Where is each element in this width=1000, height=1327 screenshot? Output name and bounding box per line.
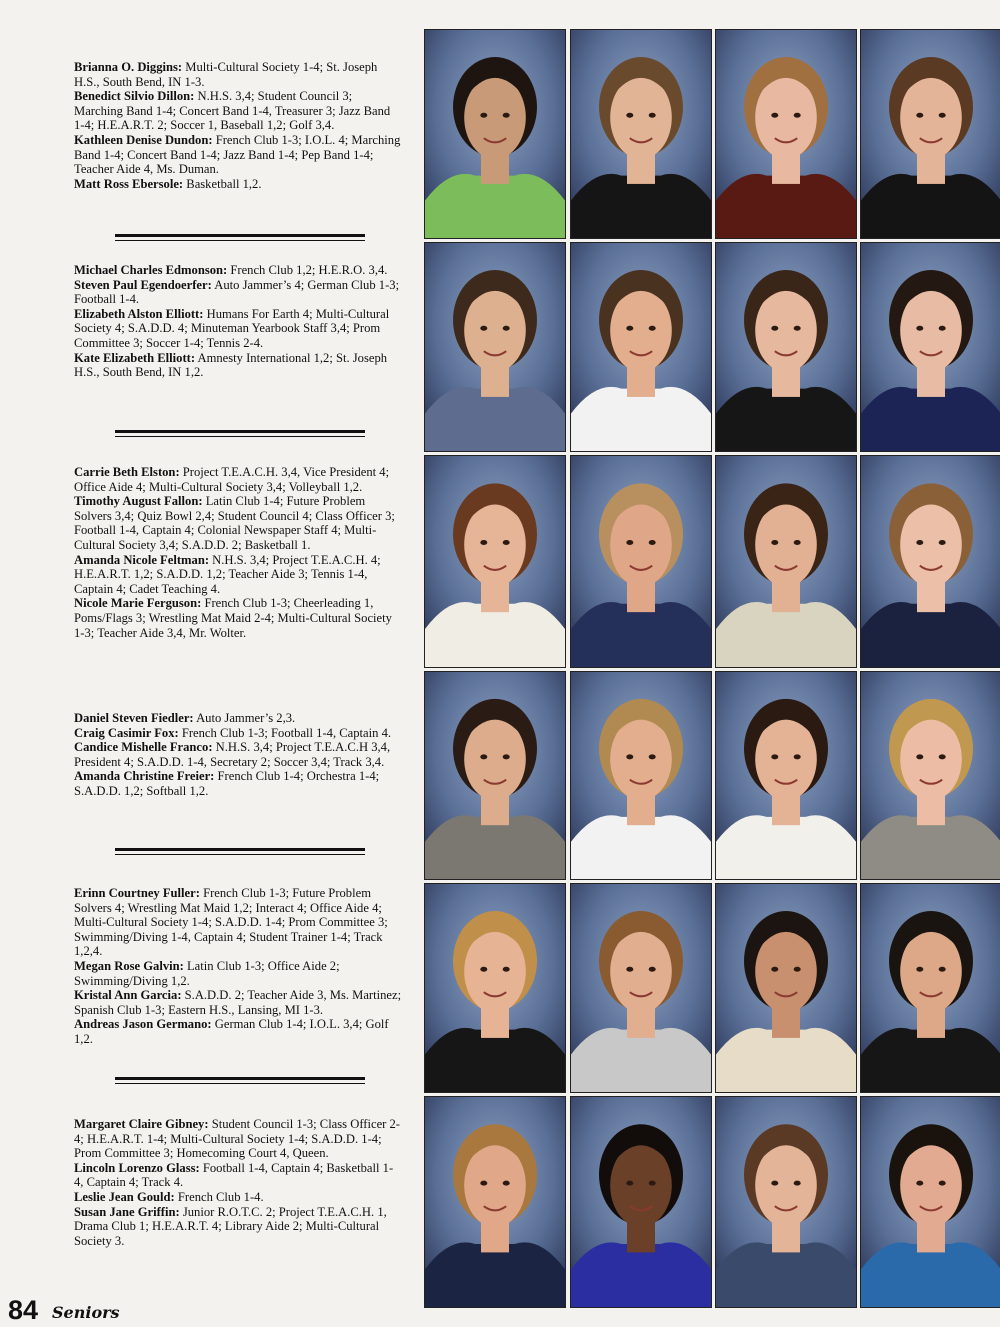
senior-activities: Basketball 1,2. [183,176,262,191]
senior-entry [74,988,402,1017]
senior-name: Lincoln Lorenzo Glass: [74,1160,200,1175]
section-divider [115,1077,365,1080]
senior-name: Susan Jane Griffin: [74,1204,180,1219]
senior-entry [74,711,402,726]
senior-activities: French Club 1-4. [174,1189,264,1204]
senior-entry [74,494,402,552]
senior-portrait [424,455,566,668]
senior-entry [74,959,402,988]
senior-entry [74,1190,402,1205]
senior-activities: Student Council 1-3; Class Officer 2-4; H.E.A.R.T. 1-4; Multi-Cultural Society 1-4; S.A.D.D. 1-4; Prom Committee 3; Homecoming Court 4, Queen. [74,1117,400,1161]
senior-activities: French Club 1-3; Future Problem Solvers 4; Wrestling Mat Maid 1,2; Interact 4; Office Aide 4; Multi-Cultural Society 1-4; S.A.D.D. 1-4; Prom Committee 3; Swimming/Diving 1-4, Captain 4; Student Trainer 1-4; Track 1,2,4. [74,886,388,959]
senior-name: Brianna O. Diggins: [74,60,183,74]
senior-activities: Latin Club 1-4; Future Problem Solvers 3,4; Quiz Bowl 2,4; Student Council 4; Class Officer 3; Football 1-4, Captain 4; Colonial Newspaper Staff 4; Multi-Cultural Society 3,4; S.A.D.D. 2; Basketball 1. [74,494,395,552]
senior-portrait [860,29,1000,239]
senior-name: Timothy August Fallon: [74,494,203,509]
senior-entry [74,60,402,89]
senior-entry [74,769,402,798]
senior-activities: French Club 1-3; I.O.L. 4; Marching Band 1-4; Concert Band 1-4; Jazz Band 1-4; Pep Band 1-4; Teacher Aide 4, Ms. Duman. [74,132,401,177]
senior-name: Benedict Silvio Dillon: [74,89,195,104]
senior-portrait [424,883,566,1093]
senior-name: Craig Casimir Fox: [74,725,179,740]
senior-activities: Junior R.O.T.C. 2; Project T.E.A.C.H. 1, Drama Club 1; H.E.A.R.T. 4; Library Aide 2; Multi-Cultural Society 3. [74,1204,387,1248]
senior-activities: N.H.S. 3,4; Project T.E.A.C.H. 4; H.E.A.R.T. 1,2; S.A.D.D. 1,2; Teacher Aide 3; Tennis 1-4, Captain 4; Cadet Teaching 4. [74,552,381,596]
senior-portrait [570,671,712,880]
senior-portrait [424,671,566,880]
senior-activities: Multi-Cultural Society 1-4; St. Joseph H.S., South Bend, IN 1-3. [74,60,378,89]
senior-activities: S.A.D.D. 2; Teacher Aide 3, Ms. Martinez; Spanish Club 1-3; Eastern H.S., Lansing, MI 1-3. [74,988,402,1017]
senior-portrait [424,29,566,239]
bio-group [74,465,402,640]
senior-portrait [715,29,857,239]
senior-entry [74,553,402,597]
senior-activities: Football 1-4, Captain 4; Basketball 1-4, Captain 4; Track 4. [74,1160,394,1190]
senior-entry [74,307,402,351]
senior-portrait [570,883,712,1093]
senior-activities: Latin Club 1-3; Office Aide 2; Swimming/Diving 1,2. [74,958,340,988]
senior-name: Kate Elizabeth Elliott: [74,350,196,365]
section-divider [115,430,365,433]
senior-name: Michael Charles Edmonson: [74,263,228,277]
senior-portrait [570,1096,712,1308]
senior-activities: German Club 1-4; I.O.L. 3,4; Golf 1,2. [74,1017,389,1046]
senior-name: Nicole Marie Ferguson: [74,596,202,611]
senior-activities: N.H.S. 3,4; Student Council 3; Marching Band 1-4; Concert Band 1-4, Treasurer 3; Jazz Band 1-4; H.E.A.R.T. 2; Soccer 1, Baseball 1,2; Golf 3,4. [74,89,391,133]
senior-portrait [860,883,1000,1093]
senior-activities: French Club 1-3; Cheerleading 1, Poms/Flags 3; Wrestling Mat Maid 2-4; Multi-Cultural Society 1-3; Teacher Aide 3,4, Mr. Wolter. [74,596,392,640]
senior-portrait [860,242,1000,452]
senior-name: Candice Mishelle Franco: [74,740,213,755]
senior-entry [74,1205,402,1249]
senior-name: Matt Ross Ebersole: [74,176,184,191]
senior-portrait [570,29,712,239]
senior-name: Carrie Beth Elston: [74,465,180,479]
senior-entry [74,465,402,494]
senior-portrait [860,455,1000,668]
senior-entry [74,89,402,133]
senior-name: Andreas Jason Germano: [74,1017,212,1032]
page-number: 84 [8,1295,39,1325]
bio-group [74,1117,402,1248]
senior-entry [74,1117,402,1161]
senior-activities: French Club 1-3; Football 1-4, Captain 4. [178,725,392,740]
section-divider [115,234,365,237]
senior-entry [74,726,402,741]
senior-entry [74,177,402,192]
senior-name: Kristal Ann Garcia: [74,988,182,1003]
senior-portrait [860,1096,1000,1308]
senior-activities: French Club 1,2; H.E.R.O. 3,4. [227,263,388,277]
senior-activities: Humans For Earth 4; Multi-Cultural Society 4; S.A.D.D. 4; Minuteman Yearbook Staff 3,4; Prom Committee 3; Soccer 1-4; Tennis 2-4. [74,306,390,350]
senior-activities: Amnesty International 1,2; St. Joseph H.S., South Bend, IN 1,2. [74,350,388,380]
senior-activities: N.H.S. 3,4; Project T.E.A.C.H 3,4, President 4; S.A.D.D. 1-4, Secretary 2; Soccer 3,4; Track 3,4. [74,740,391,769]
senior-name: Amanda Nicole Feltman: [74,552,210,567]
senior-entry [74,133,402,177]
senior-name: Amanda Christine Freier: [74,769,215,784]
senior-name: Daniel Steven Fiedler: [74,711,194,725]
senior-portrait [715,883,857,1093]
senior-activities: Project T.E.A.C.H. 3,4, Vice President 4; Office Aide 4; Multi-Cultural Society 3,4; Volleyball 1,2. [74,465,390,494]
senior-name: Margaret Claire Gibney: [74,1117,209,1131]
senior-entry [74,740,402,769]
senior-name: Steven Paul Egendoerfer: [74,277,212,292]
bio-group [74,263,402,380]
senior-portrait [715,1096,857,1308]
senior-entry [74,1017,402,1046]
section-divider [115,848,365,851]
senior-name: Megan Rose Galvin: [74,958,184,973]
senior-name: Elizabeth Alston Elliott: [74,306,204,321]
senior-name: Erinn Courtney Fuller: [74,886,200,900]
senior-entry [74,278,402,307]
senior-portrait [715,455,857,668]
senior-entry [74,1161,402,1190]
senior-portrait [570,455,712,668]
senior-portrait [424,242,566,452]
senior-entry [74,351,402,380]
section-name: Seniors [52,1303,120,1322]
senior-portrait [570,242,712,452]
senior-entry [74,263,402,278]
senior-portrait [715,671,857,880]
bio-group [74,886,402,1047]
senior-activities: French Club 1-4; Orchestra 1-4; S.A.D.D. 1,2; Softball 1,2. [74,769,380,798]
bio-group [74,711,402,799]
senior-portrait [424,1096,566,1308]
senior-portrait [715,242,857,452]
bio-group [74,60,402,191]
senior-name: Leslie Jean Gould: [74,1189,175,1204]
senior-activities: Auto Jammer’s 4; German Club 1-3; Football 1-4. [74,277,400,307]
senior-portrait [860,671,1000,880]
senior-activities: Auto Jammer’s 2,3. [193,711,296,725]
senior-entry [74,886,402,959]
senior-entry [74,596,402,640]
senior-name: Kathleen Denise Dundon: [74,132,213,147]
